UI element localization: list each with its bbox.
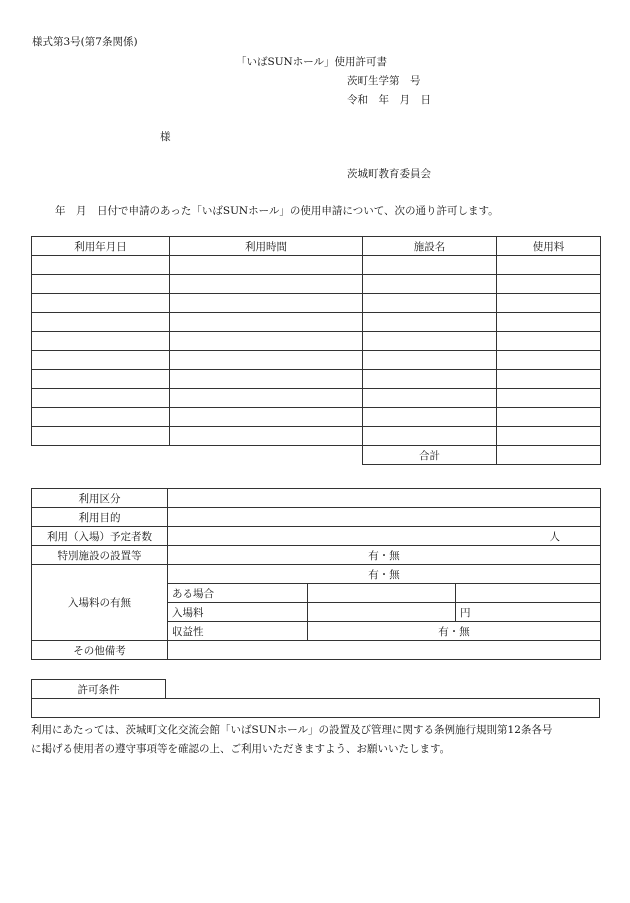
conditions-field-box: [31, 698, 600, 718]
total-row: [32, 446, 601, 465]
header-date: 利用年月日: [32, 237, 170, 256]
other-notes-field[interactable]: [168, 641, 601, 660]
cell-fee[interactable]: [497, 389, 601, 408]
total-label: 合計: [363, 446, 497, 465]
cell-facility[interactable]: [363, 313, 497, 332]
cell-facility[interactable]: [363, 389, 497, 408]
document-title: 「いばSUNホール」使用許可書: [236, 56, 388, 68]
conditions-label-box: [31, 679, 166, 699]
usage-table-header: [32, 237, 601, 256]
fee-unit: 円: [456, 603, 601, 622]
cell-fee[interactable]: [497, 275, 601, 294]
table-row[interactable]: [32, 370, 601, 389]
header-time: 利用時間: [170, 237, 363, 256]
cell-fee[interactable]: [497, 351, 601, 370]
usage-category-label: 利用区分: [32, 489, 168, 508]
table-row[interactable]: [32, 275, 601, 294]
cell-fee[interactable]: [497, 294, 601, 313]
if-applicable-label: ある場合: [168, 584, 308, 603]
cell-fee[interactable]: [497, 256, 601, 275]
cell-fee[interactable]: [497, 332, 601, 351]
admission-fee-value[interactable]: 有・無: [168, 565, 601, 584]
special-facility-label: 特別施設の設置等: [32, 546, 168, 565]
issue-date: 令和 年 月 日: [347, 94, 431, 106]
table-row[interactable]: [32, 351, 601, 370]
cell-fee[interactable]: [497, 313, 601, 332]
header-fee: 使用料: [497, 237, 601, 256]
issuer-name: 茨城町教育委員会: [347, 168, 431, 180]
details-table: [31, 488, 601, 660]
cell-time[interactable]: [170, 427, 363, 446]
attendees-field[interactable]: [168, 527, 601, 546]
conditions-label: 許可条件: [32, 680, 166, 699]
cell-facility[interactable]: [363, 427, 497, 446]
addressee-suffix: 様: [160, 131, 171, 143]
cell-fee[interactable]: [497, 370, 601, 389]
conditions-field[interactable]: [32, 699, 600, 718]
cell-date[interactable]: [32, 313, 170, 332]
form-number: 様式第3号(第7条関係): [32, 36, 138, 48]
permit-number: 茨町生学第 号: [347, 75, 421, 87]
attendees-label: 利用（入場）予定者数: [32, 527, 168, 546]
purpose-label: 利用目的: [32, 508, 168, 527]
special-facility-value[interactable]: 有・無: [168, 546, 601, 565]
if-applicable-extra-field[interactable]: [456, 584, 601, 603]
table-row[interactable]: [32, 408, 601, 427]
intro-text: 年 月 日付で申請のあった「いばSUNホール」の使用申請について、次の通り許可します。: [55, 205, 499, 217]
total-value-cell[interactable]: [497, 446, 601, 465]
cell-time[interactable]: [170, 332, 363, 351]
cell-facility[interactable]: [363, 408, 497, 427]
table-row[interactable]: [32, 389, 601, 408]
cell-date[interactable]: [32, 256, 170, 275]
cell-fee[interactable]: [497, 408, 601, 427]
cell-time[interactable]: [170, 370, 363, 389]
usage-category-field[interactable]: [168, 489, 601, 508]
cell-facility[interactable]: [363, 294, 497, 313]
admission-fee-label: 入場料の有無: [32, 565, 168, 641]
footer-note-line1: 利用にあたっては、茨城町文化交流会館「いばSUNホール」の設置及び管理に関する条例施行規則第12条各号: [31, 724, 553, 736]
cell-facility[interactable]: [363, 370, 497, 389]
cell-date[interactable]: [32, 389, 170, 408]
profit-label: 収益性: [168, 622, 308, 641]
profit-value[interactable]: 有・無: [308, 622, 601, 641]
usage-table: [31, 236, 601, 465]
if-applicable-field[interactable]: [308, 584, 456, 603]
cell-date[interactable]: [32, 351, 170, 370]
fee-label: 入場料: [168, 603, 308, 622]
cell-facility[interactable]: [363, 256, 497, 275]
cell-time[interactable]: [170, 275, 363, 294]
cell-time[interactable]: [170, 389, 363, 408]
attendees-unit: 人: [549, 530, 560, 543]
cell-time[interactable]: [170, 408, 363, 427]
cell-time[interactable]: [170, 313, 363, 332]
cell-time[interactable]: [170, 294, 363, 313]
table-row[interactable]: [32, 427, 601, 446]
cell-time[interactable]: [170, 351, 363, 370]
footer-note-line2: に掲げる使用者の遵守事項等を確認の上、ご利用いただきますよう、お願いいたします。: [31, 743, 451, 755]
cell-date[interactable]: [32, 275, 170, 294]
cell-facility[interactable]: [363, 275, 497, 294]
table-row[interactable]: [32, 332, 601, 351]
table-row[interactable]: [32, 294, 601, 313]
header-facility: 施設名: [363, 237, 497, 256]
purpose-field[interactable]: [168, 508, 601, 527]
cell-fee[interactable]: [497, 427, 601, 446]
cell-time[interactable]: [170, 256, 363, 275]
cell-facility[interactable]: [363, 351, 497, 370]
cell-date[interactable]: [32, 427, 170, 446]
cell-facility[interactable]: [363, 332, 497, 351]
table-row[interactable]: [32, 256, 601, 275]
fee-amount-field[interactable]: [308, 603, 456, 622]
cell-date[interactable]: [32, 408, 170, 427]
cell-date[interactable]: [32, 332, 170, 351]
other-notes-label: その他備考: [32, 641, 168, 660]
cell-date[interactable]: [32, 294, 170, 313]
cell-date[interactable]: [32, 370, 170, 389]
table-row[interactable]: [32, 313, 601, 332]
